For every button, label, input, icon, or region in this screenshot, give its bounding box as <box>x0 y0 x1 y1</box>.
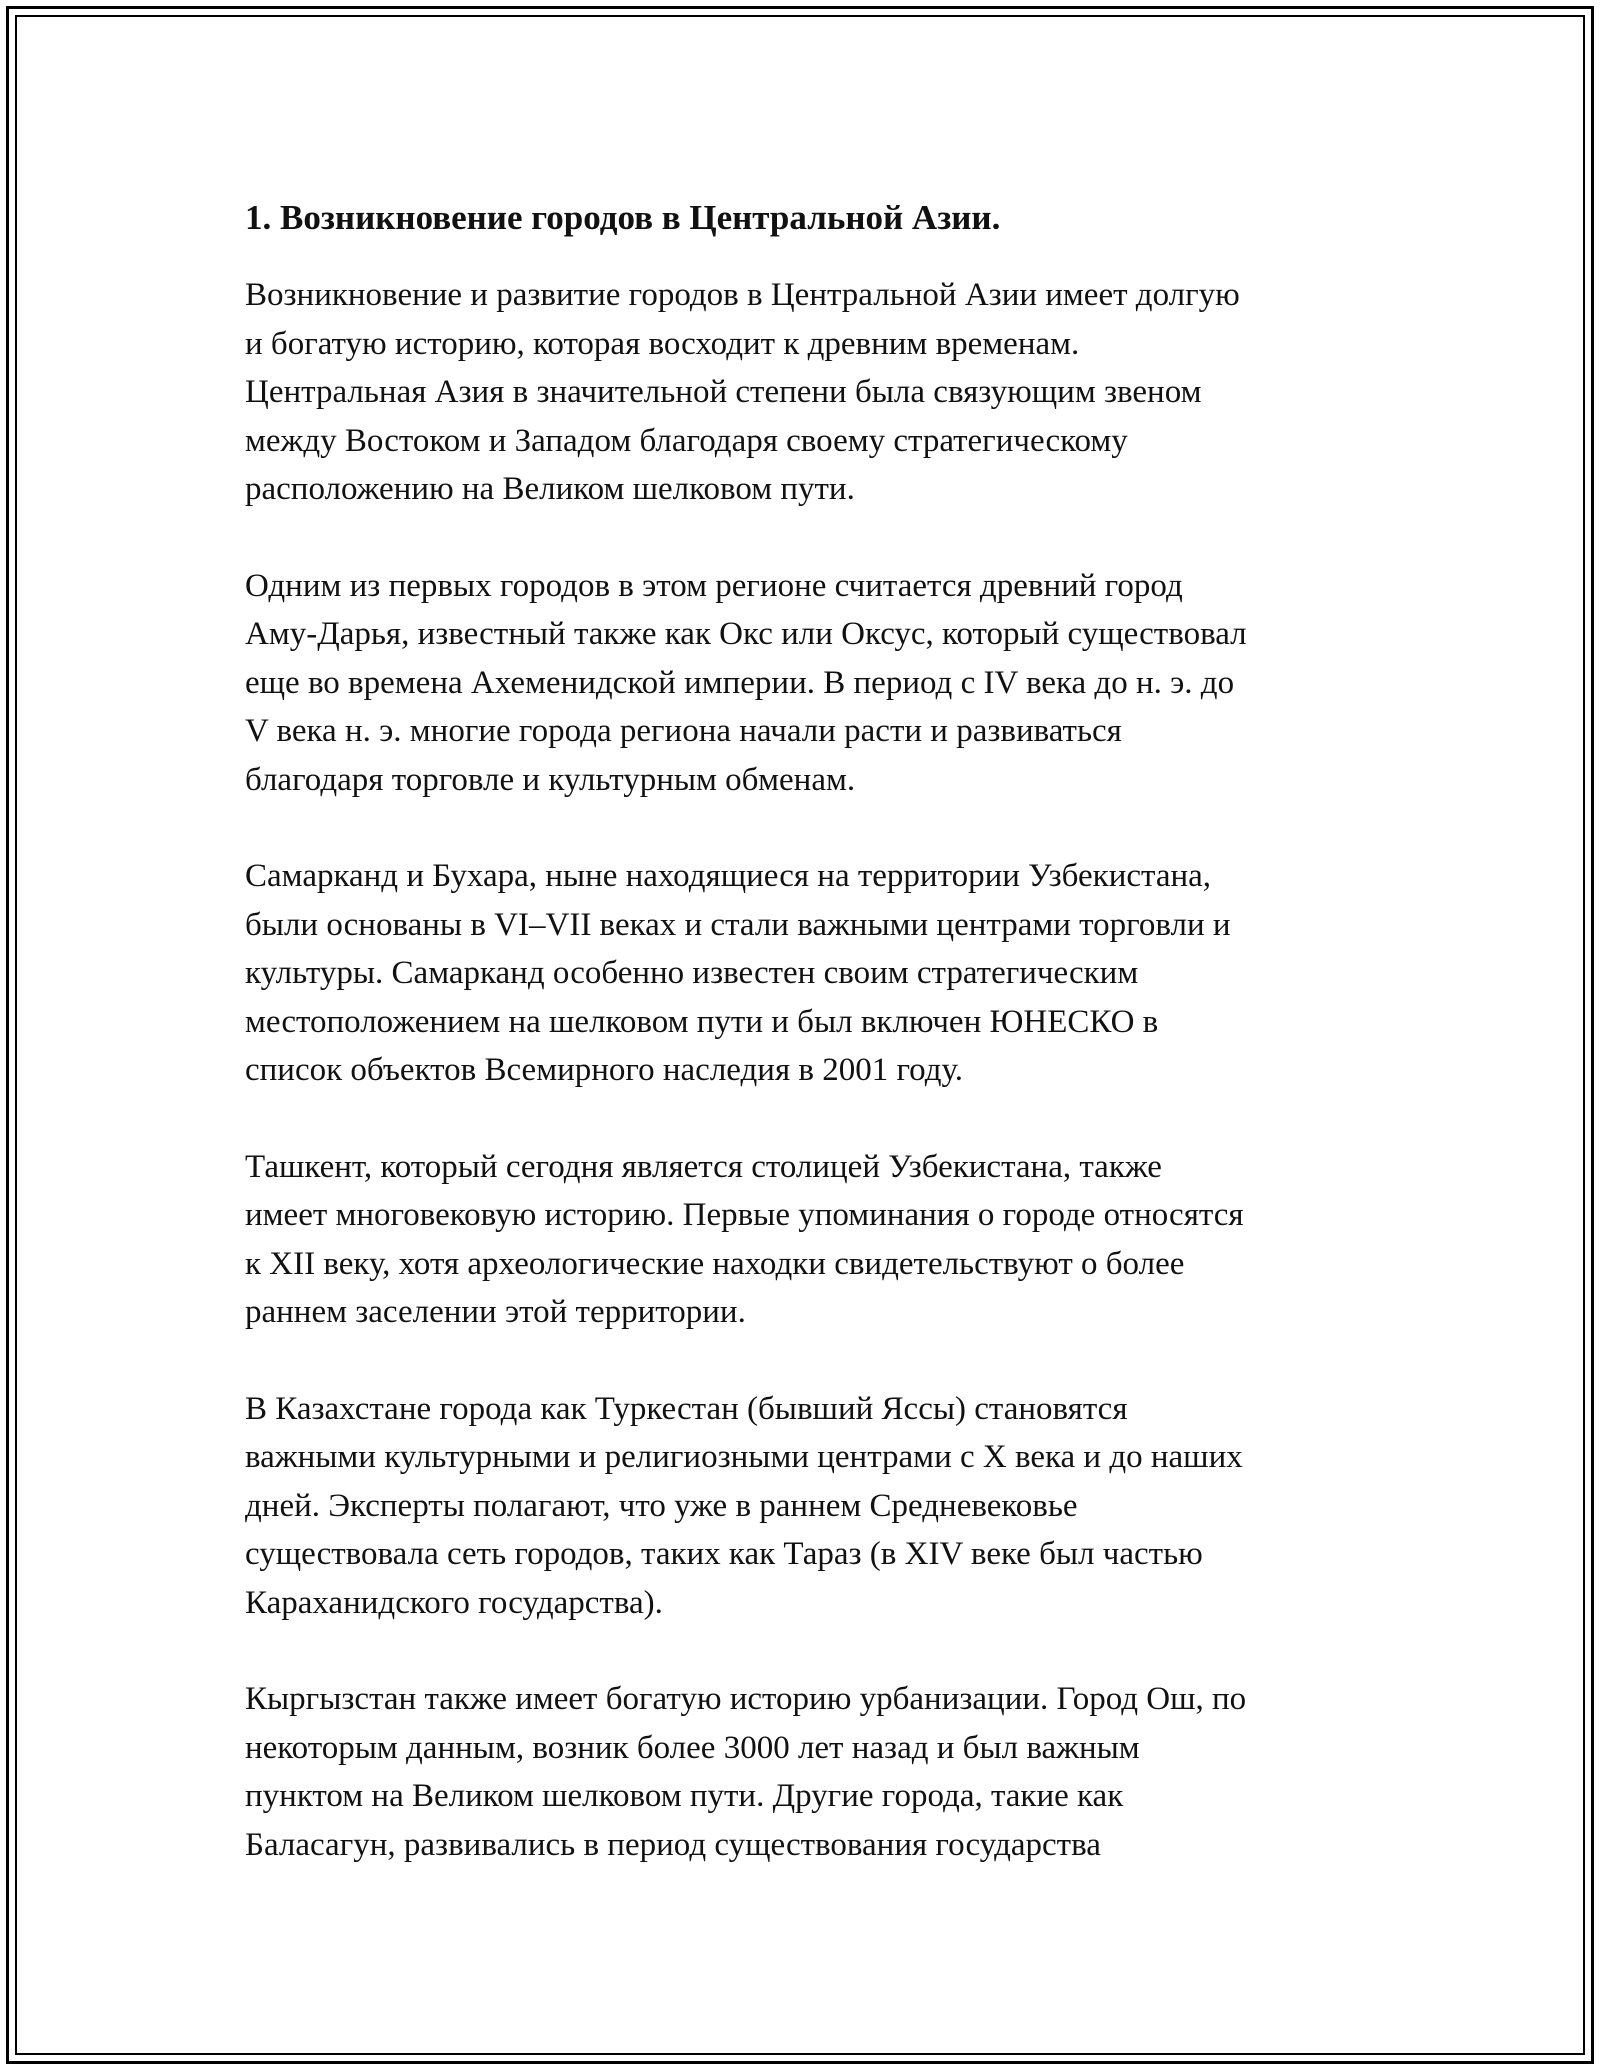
text-line: были основаны в VI–VII веках и стали важными центрами торговли и <box>245 906 1231 943</box>
text-line: имеет многовековую историю. Первые упоминания о городе относятся <box>245 1197 1244 1233</box>
paragraph-intro <box>245 271 1375 514</box>
text-line: местоположением на шелковом пути и был включен ЮНЕСКО в <box>245 1003 1159 1040</box>
document-body <box>245 195 1375 1917</box>
paragraph-kyrgyzstan <box>245 1675 1375 1869</box>
text-line: еще во времена Ахеменидской империи. В период с IV века до н. э. до <box>245 664 1235 701</box>
text-line: В Казахстане города как Туркестан (бывший Яссы) становятся <box>245 1390 1128 1427</box>
text-line: Самарканд и Бухара, ныне находящиеся на территории Узбекистана, <box>245 858 1212 894</box>
text-line: Одним из первых городов в этом регионе считается древний город <box>245 567 1183 604</box>
text-line: раннем заселении этой территории. <box>245 1294 746 1330</box>
page-border <box>6 6 1594 2064</box>
section-heading: 1. Возникновение городов в Центральной Азии. <box>245 198 1001 237</box>
text-line: Баласагун, развивались в период существования государства <box>245 1826 1101 1863</box>
text-line: расположению на Великом шелковом пути. <box>245 471 855 507</box>
paragraph-tashkent <box>245 1143 1375 1337</box>
text-line: благодаря торговле и культурным обменам. <box>245 761 856 798</box>
text-line: список объектов Всемирного наследия в 2001 году. <box>245 1052 963 1088</box>
text-line: Караханидского государства). <box>245 1584 663 1621</box>
paragraph-samarkand-bukhara <box>245 852 1375 1095</box>
text-line: культуры. Самарканд особенно известен своим стратегическим <box>245 955 1139 991</box>
text-line: Центральная Азия в значительной степени была связующим звеном <box>245 374 1202 410</box>
paragraph-amu-darya <box>245 562 1375 805</box>
text-line: дней. Эксперты полагают, что уже в раннем Средневековье <box>245 1487 1078 1524</box>
text-line: V века н. э. многие города региона начали расти и развиваться <box>245 713 1122 749</box>
paragraph-kazakhstan <box>245 1385 1375 1628</box>
text-line: между Востоком и Западом благодаря своему стратегическому <box>245 422 1128 459</box>
text-line: Аму-Дарья, известный также как Окс или Оксус, который существовал <box>245 616 1247 652</box>
text-line: к XII веку, хотя археологические находки свидетельствуют о более <box>245 1245 1185 1282</box>
text-line: Возникновение и развитие городов в Центральной Азии имеет долгую <box>245 277 1240 313</box>
text-line: и богатую историю, которая восходит к древним временам. <box>245 325 1080 362</box>
text-line: Кыргызстан также имеет богатую историю урбанизации. Город Ош, по <box>245 1681 1247 1717</box>
text-line: пунктом на Великом шелковом пути. Другие города, такие как <box>245 1778 1124 1814</box>
text-line: важными культурными и религиозными центрами с X века и до наших <box>245 1439 1243 1475</box>
text-line: некоторым данным, возник более 3000 лет назад и был важным <box>245 1729 1140 1766</box>
text-line: Ташкент, который сегодня является столицей Узбекистана, также <box>245 1148 1162 1185</box>
text-line: существовала сеть городов, таких как Тараз (в XIV веке был частью <box>245 1536 1203 1572</box>
